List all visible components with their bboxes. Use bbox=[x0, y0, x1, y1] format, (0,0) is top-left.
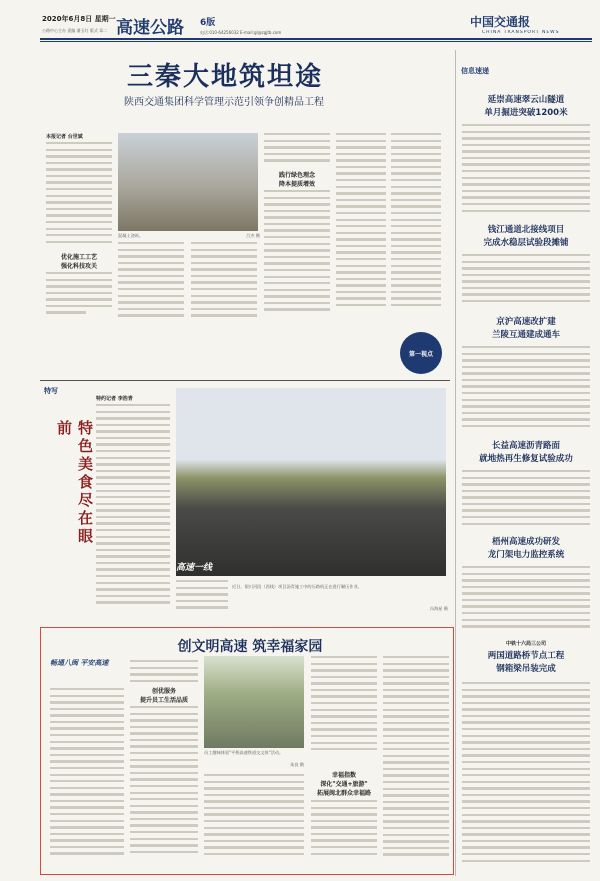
sidebar-item-4-head: 长益高速沥青路面 bbox=[491, 441, 560, 451]
lead-body-col3 bbox=[191, 242, 257, 324]
bottom-photo-caption: 员工趣味体验"平桥高速铁道交文体"活动。 bbox=[204, 750, 284, 755]
lead-section2-head2: 降本提质增效 bbox=[278, 181, 315, 188]
edition-number: 6版 bbox=[200, 18, 216, 28]
lead-body-col5 bbox=[336, 133, 386, 325]
bottom-sub2: 幸福指数 bbox=[331, 772, 356, 779]
lead-body-col1b bbox=[46, 272, 112, 322]
lead-photo-credit: 吕杰 摄 bbox=[246, 233, 260, 238]
sidebar-divider bbox=[455, 50, 456, 876]
lead-section1-head2: 强化科技攻关 bbox=[60, 263, 97, 270]
feature-byline: 特约记者 李浩青 bbox=[96, 396, 133, 402]
bottom-photo-credit: 朱良 摄 bbox=[290, 762, 304, 767]
bottom-headline: 创文明高速 筑幸福家园 bbox=[177, 639, 323, 655]
lead-byline: 本报记者 台世斌 bbox=[46, 134, 83, 140]
sidebar-item-1-body bbox=[462, 124, 590, 220]
feature-body-col1 bbox=[96, 404, 170, 619]
bottom-body-col2a bbox=[130, 660, 198, 684]
bottom-sub2b: 深化"交通+旅游" bbox=[320, 781, 368, 788]
sidebar-item-2-body bbox=[462, 254, 590, 312]
header-rule bbox=[40, 38, 592, 40]
lead-section1-head: 优化施工工艺 bbox=[60, 254, 97, 261]
sidebar-item-4-head2: 就地热再生修复试验成功 bbox=[479, 454, 573, 464]
sidebar-item-2-head2: 完成水稳层试验段摊铺 bbox=[483, 238, 569, 248]
feature-photo-credit: 冯海星 摄 bbox=[429, 606, 448, 611]
sidebar-item-3-body bbox=[462, 346, 590, 434]
editor-contact: 电话:010-64256032 E-mail:gl@zgjtb.com bbox=[200, 30, 282, 35]
bottom-sub1b: 提升员工生活品质 bbox=[139, 697, 188, 704]
feature-vertical-title: 特色美食尽在眼前 bbox=[55, 420, 94, 546]
bottom-body-col1 bbox=[50, 688, 124, 868]
bottom-sub1: 创优服务 bbox=[151, 688, 176, 695]
lead-body-col4a bbox=[264, 133, 330, 169]
bottom-photo bbox=[204, 656, 304, 748]
sidebar-item-3-head2: 兰陵互通建成通车 bbox=[491, 330, 560, 340]
feature-photo bbox=[176, 388, 446, 576]
lead-body-col2 bbox=[118, 242, 184, 324]
sidebar-item-3-head: 京沪高速改扩建 bbox=[496, 317, 556, 327]
sidebar-item-6-body bbox=[462, 682, 590, 868]
lead-headline: 三秦大地筑坦途 bbox=[126, 62, 323, 92]
section-title: 高速公路 bbox=[116, 18, 184, 38]
feature-body-col2 bbox=[176, 580, 228, 620]
sidebar-item-1-head: 延崇高速翠云山隧道 bbox=[487, 95, 565, 105]
newspaper-logo-en: CHINA TRANSPORT NEWS bbox=[482, 30, 560, 35]
sidebar-item-4-body bbox=[462, 470, 590, 530]
sidebar-tag: 信息速递 bbox=[461, 67, 489, 75]
bottom-body-col3 bbox=[204, 774, 304, 868]
lead-photo-caption: 混凝土浇筑。 bbox=[118, 233, 144, 238]
bottom-body-col4a bbox=[311, 656, 377, 766]
bottom-body-col2 bbox=[130, 706, 198, 868]
header-rule-thin bbox=[40, 41, 592, 42]
lead-section2-head: 践行绿色理念 bbox=[278, 172, 315, 179]
lead-body-col4 bbox=[264, 190, 330, 324]
feature-photo-watermark: 高速一线 bbox=[176, 563, 213, 573]
sidebar-item-5-head2: 龙门架电力监控系统 bbox=[487, 550, 565, 560]
lead-subheadline: 陕西交通集团科学管理示范引领争创精品工程 bbox=[124, 97, 324, 108]
sidebar-item-1-head2: 单月掘进突破1200米 bbox=[484, 108, 568, 118]
issue-info: 公路中心主办 责编 潘玉红 版式 章二 bbox=[42, 28, 108, 33]
sidebar-item-5-head: 梧州高速成功研发 bbox=[491, 537, 560, 547]
sidebar-item-2-head: 钱江通道北接线项目 bbox=[487, 225, 565, 235]
issue-date: 2020年6月8日 星期一 bbox=[42, 15, 116, 23]
bottom-logo-text: 畅通八闽 平安高速 bbox=[50, 659, 109, 667]
bottom-sub2c: 拓展闽北群众幸福路 bbox=[316, 790, 371, 797]
lead-body-col1 bbox=[46, 142, 112, 250]
bottom-body-col5 bbox=[383, 656, 449, 868]
sidebar-item-6-head2: 钢箱梁吊装完成 bbox=[496, 664, 556, 674]
feature-divider bbox=[40, 380, 450, 381]
sidebar-item-6-head: 两国道路桥节点工程 bbox=[487, 651, 565, 661]
first-viewpoint-badge: 第一视点 bbox=[400, 332, 442, 374]
sidebar-item-6-kicker: 中铁十六局三公司 bbox=[505, 641, 546, 647]
feature-tag: 特写 bbox=[44, 387, 58, 395]
feature-photo-caption: 近日，银川河段（西线）项目沥青施工中的压路机正在进行碾压作业。 bbox=[232, 584, 362, 589]
newspaper-logo: 中国交通报 bbox=[470, 15, 531, 29]
lead-photo-left bbox=[118, 133, 258, 231]
bottom-body-col4 bbox=[311, 800, 377, 868]
lead-body-col6 bbox=[391, 133, 441, 325]
sidebar-item-5-body bbox=[462, 566, 590, 632]
